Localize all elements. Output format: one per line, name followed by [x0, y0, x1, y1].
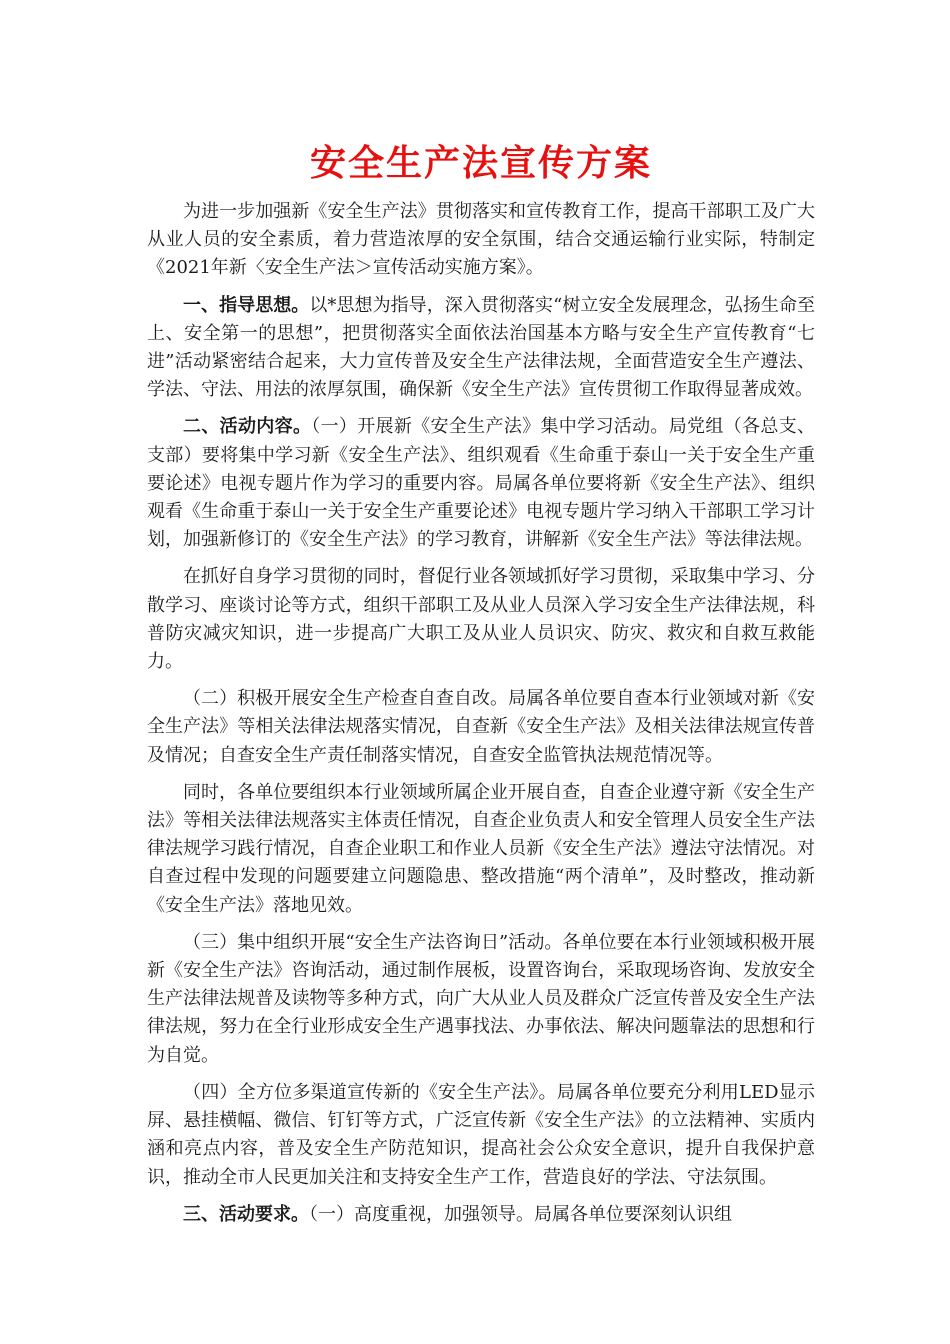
paragraph-guiding-thought	[147, 292, 815, 405]
paragraph-enterprise-inspection	[147, 779, 815, 920]
paragraph-text: 同时，各单位要组织本行业领域所属企业开展自查，自查企业遵守新《安全生产法》等相关法律法规落实主体责任情况，自查企业负责人和安全管理人员安全生产法律法规学习践行情况，自查企业职工和作业人员新《安全生产法》遵法守法情况。对自查过程中发现的问题要建立问题隐患、整改措施“两个清单”，及时整改，推动新《安全生产法》落地见效。	[147, 781, 815, 916]
section-heading: 一、指导思想。	[183, 294, 310, 316]
document-title: 安全生产法宣传方案	[309, 142, 652, 184]
paragraph-text: （三）集中组织开展“安全生产法咨询日”活动。各单位要在本行业领域积极开展新《安全生产法》咨询活动，通过制作展板，设置咨询台，采取现场咨询、发放安全生产法律法规普及读物等多种方式，向广大从业人员及群众广泛宣传普及安全生产法律法规，努力在全行业形成安全生产遇事找法、办事依法、解决问题靠法的思想和行为自觉。	[147, 931, 815, 1066]
section-heading: 三、活动要求。	[183, 1203, 309, 1225]
paragraph-text: （一）高度重视，加强领导。局属各单位要深刻认识组	[309, 1203, 732, 1225]
paragraph-text: （四）全方位多渠道宣传新的《安全生产法》。局属各单位要充分利用LED显示屏、悬挂横幅、微信、钉钉等方式，广泛宣传新《安全生产法》的立法精神、实质内涵和亮点内容，普及安全生产防范知识，提高社会公众安全意识，提升自我保护意识，推动全市人民更加关注和支持安全生产工作，营造良好的学法、守法氛围。	[147, 1081, 815, 1188]
paragraph-multichannel-publicity	[147, 1079, 815, 1192]
paragraph-supervise-study	[147, 563, 815, 676]
paragraph-activity-content	[147, 413, 815, 554]
paragraph-text: （一）开展新《安全生产法》集中学习活动。局党组（各总支、支部）要将集中学习新《安全生产法》、组织观看《生命重于泰山一关于安全生产重要论述》电视专题片作为学习的重要内容。局属各单位要将新《安全生产法》、组织观看《生命重于泰山一关于安全生产重要论述》电视专题片学习纳入干部职工学习计划，加强新修订的《安全生产法》的学习教育，讲解新《安全生产法》等法律法规。	[147, 416, 815, 551]
paragraph-text: 为进一步加强新《安全生产法》贯彻落实和宣传教育工作，提高干部职工及广大从业人员的安全素质，着力营造浓厚的安全氛围，结合交通运输行业实际，特制定《2021年新〈安全生产法＞宣传活动实施方案》。	[147, 201, 815, 279]
section-heading: 二、活动内容。	[183, 416, 312, 438]
paragraph-consultation-day	[147, 929, 815, 1070]
paragraph-activity-requirements	[147, 1201, 815, 1229]
paragraph-text: （二）积极开展安全生产检查自查自改。局属各单位要自查本行业领域对新《安全生产法》等相关法律法规落实情况，自查新《安全生产法》及相关法律法规宣传普及情况；自查安全生产责任制落实情况，自查安全监管执法规范情况等。	[147, 688, 815, 766]
paragraph-self-inspection	[147, 685, 815, 770]
paragraph-text: 以*思想为指导，深入贯彻落实“树立安全发展理念，弘扬生命至上、安全第一的思想”，把贯彻落实全面依法治国基本方略与安全生产宣传教育“七进”活动紧密结合起来，大力宣传普及安全生产法律法规，全面营造安全生产遵法、学法、守法、用法的浓厚氛围，确保新《安全生产法》宣传贯彻工作取得显著成效。	[147, 294, 815, 401]
paragraph-text: 在抓好自身学习贯彻的同时，督促行业各领域抓好学习贯彻，采取集中学习、分散学习、座谈讨论等方式，组织干部职工及从业人员深入学习安全生产法律法规，科普防灾减灾知识，进一步提高广大职工及从业人员识灾、防灾、救灾和自救互救能力。	[147, 566, 815, 673]
paragraph-intro	[147, 198, 815, 283]
